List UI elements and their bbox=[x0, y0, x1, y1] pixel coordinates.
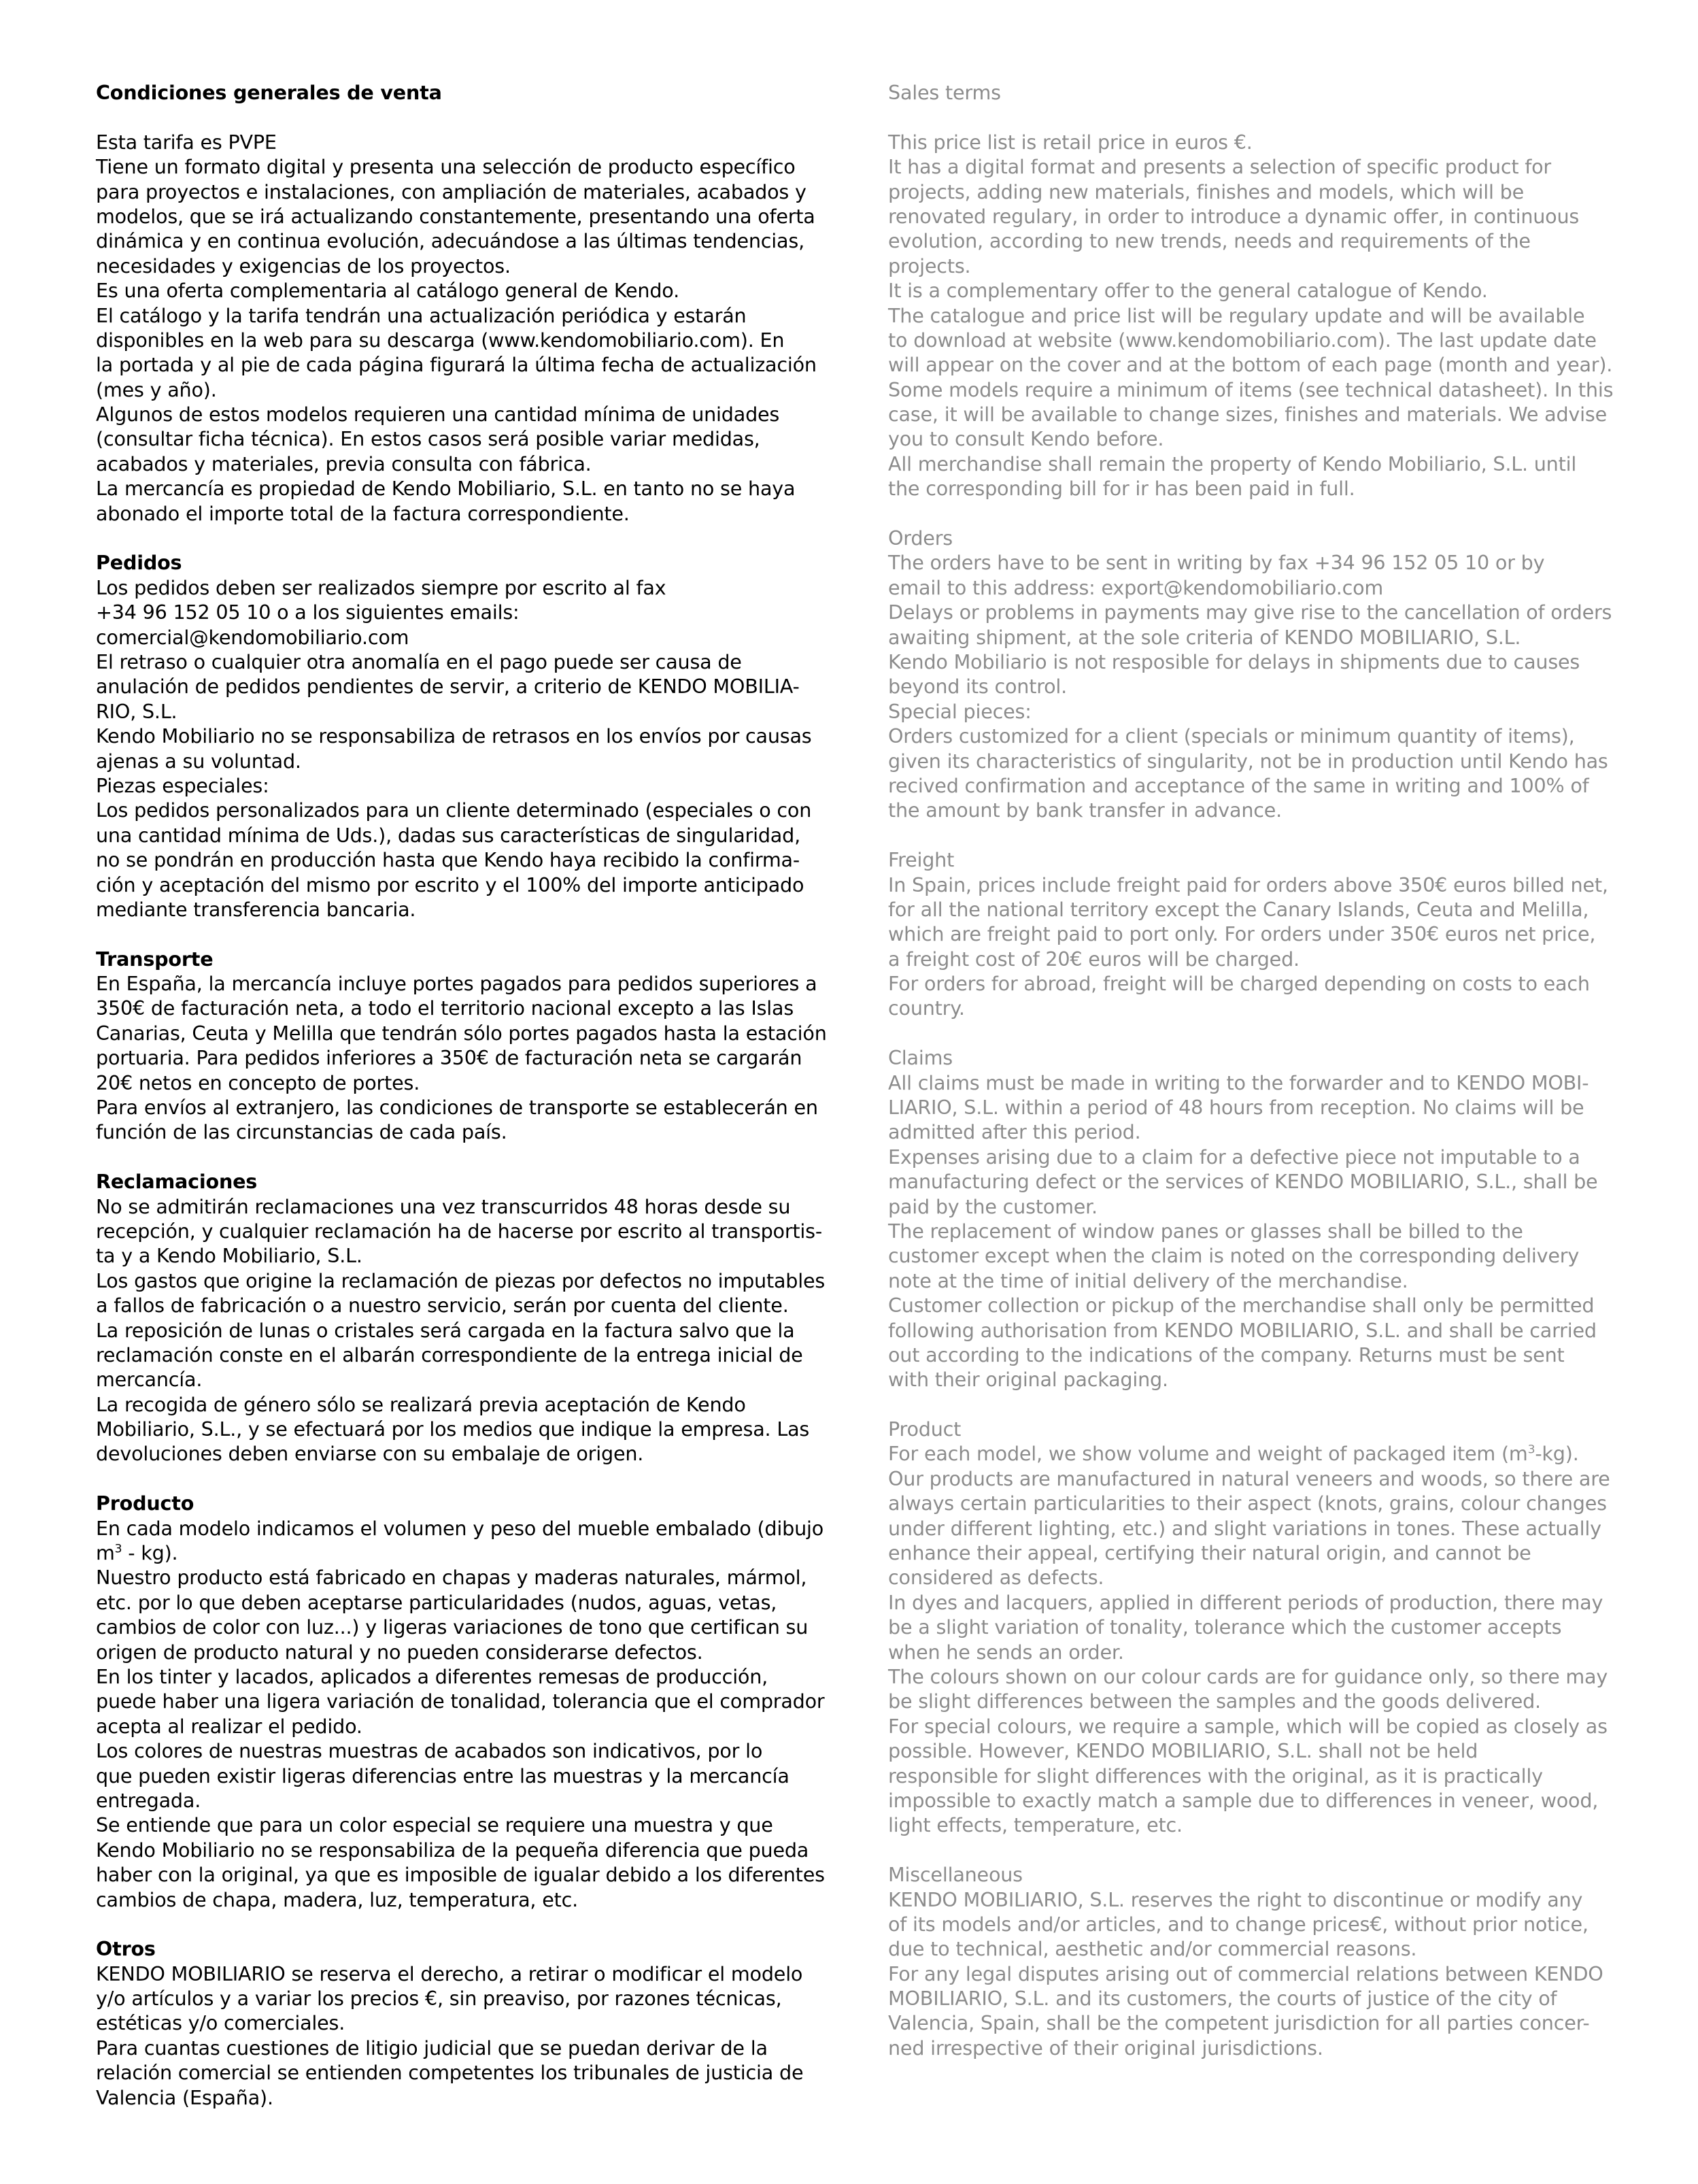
text-line: Para cuantas cuestiones de litigio judicial que se puedan derivar de la bbox=[96, 2036, 768, 2060]
spacer bbox=[96, 526, 830, 550]
text-line: light effects, temperature, etc. bbox=[888, 1813, 1183, 1837]
text-line: Los colores de nuestras muestras de acabados son indicativos, por lo bbox=[96, 1739, 763, 1763]
text-line: In Spain, prices include freight paid for orders above 350€ euros billed net, bbox=[888, 873, 1608, 896]
spanish-title: Condiciones generales de venta bbox=[96, 81, 442, 104]
text-line: It is a complementary offer to the general catalogue of Kendo. bbox=[888, 279, 1488, 303]
english-freight-text bbox=[888, 873, 1623, 1021]
text-line: ned irrespective of their original jurisdictions. bbox=[888, 2036, 1323, 2060]
text-line: which are freight paid to port only. For orders under 350€ euros net price, bbox=[888, 922, 1596, 946]
text-line: Valencia (España). bbox=[96, 2085, 273, 2109]
text-fragment: -kg). bbox=[1535, 1442, 1579, 1466]
text-line: beyond its control. bbox=[888, 675, 1068, 699]
text-line: etc. por lo que deben aceptarse particularidades (nudos, aguas, vetas, bbox=[96, 1590, 777, 1614]
text-line: following authorisation from KENDO MOBILIARIO, S.L. and shall be carried bbox=[888, 1318, 1597, 1342]
text-line: 20€ netos en concepto de portes. bbox=[96, 1071, 420, 1094]
spanish-intro bbox=[96, 130, 830, 526]
text-line: comercial@kendomobiliario.com bbox=[96, 625, 409, 649]
english-product-text bbox=[888, 1466, 1623, 1838]
text-line: Expenses arising due to a claim for a defective piece not imputable to a bbox=[888, 1145, 1580, 1169]
english-claims-section bbox=[888, 1045, 1623, 1392]
spanish-claims-text bbox=[96, 1194, 830, 1466]
text-line: It has a digital format and presents a selection of specific product for bbox=[888, 155, 1551, 179]
text-line: modelos, que se irá actualizando constantemente, presentando una oferta bbox=[96, 204, 815, 228]
text-line: impossible to exactly match a sample due to differences in veneer, wood, bbox=[888, 1788, 1599, 1812]
text-line: abonado el importe total de la factura correspondiente. bbox=[96, 501, 630, 525]
text-line: Kendo Mobiliario no se responsabiliza de retrasos en los envíos por causas bbox=[96, 724, 812, 748]
text-line: possible. However, KENDO MOBILIARIO, S.L. shall not be held bbox=[888, 1739, 1478, 1763]
text-line: The orders have to be sent in writing by fax +34 96 152 05 10 or by bbox=[888, 551, 1545, 575]
english-orders-section bbox=[888, 526, 1623, 823]
text-line: La recogida de género sólo se realizará previa aceptación de Kendo bbox=[96, 1392, 746, 1416]
text-line: recepción, y cualquier reclamación ha de hacerse por escrito al transportis- bbox=[96, 1219, 822, 1243]
text-line: The colours shown on our colour cards are for guidance only, so there may bbox=[888, 1665, 1608, 1688]
text-line: given its characteristics of singularity, not be in production until Kendo has bbox=[888, 749, 1608, 773]
text-line: portuaria. Para pedidos inferiores a 350€ de facturación neta se cargarán bbox=[96, 1046, 802, 1070]
text-line: RIO, S.L. bbox=[96, 699, 177, 723]
english-freight-heading: Freight bbox=[888, 848, 955, 872]
spacer bbox=[888, 501, 1623, 526]
text-line: entregada. bbox=[96, 1788, 201, 1812]
text-line: Piezas especiales: bbox=[96, 773, 269, 797]
text-line: country. bbox=[888, 996, 965, 1020]
spanish-others-heading: Otros bbox=[96, 1937, 156, 1961]
text-line: Los pedidos personalizados para un cliente determinado (especiales o con bbox=[96, 799, 812, 822]
text-line: This price list is retail price in euros €. bbox=[888, 130, 1253, 154]
spacer bbox=[96, 1145, 830, 1169]
spanish-claims-section bbox=[96, 1169, 830, 1466]
spanish-orders-text bbox=[96, 575, 830, 922]
english-misc-section bbox=[888, 1862, 1623, 2060]
text-line: the corresponding bill for ir has been paid in full. bbox=[888, 477, 1355, 501]
text-line: All claims must be made in writing to the forwarder and to KENDO MOBI- bbox=[888, 1071, 1589, 1094]
text-line: El retraso o cualquier otra anomalía en el pago puede ser causa de bbox=[96, 650, 742, 673]
text-line: acepta al realizar el pedido. bbox=[96, 1714, 362, 1738]
spacer bbox=[96, 1912, 830, 1936]
text-line: Valencia, Spain, shall be the competent jurisdiction for all parties concer- bbox=[888, 2011, 1590, 2035]
text-line: disponibles en la web para su descarga (www.kendomobiliario.com). En bbox=[96, 328, 785, 352]
text-line: En España, la mercancía incluye portes pagados para pedidos superiores a bbox=[96, 972, 817, 996]
text-line: will appear on the cover and at the bottom of each page (month and year). bbox=[888, 353, 1613, 377]
text-line: enhance their appeal, certifying their natural origin, and cannot be bbox=[888, 1541, 1531, 1565]
text-line: ajenas a su voluntad. bbox=[96, 749, 301, 773]
english-orders-text bbox=[888, 550, 1623, 822]
text-line: para proyectos e instalaciones, con ampliación de materiales, acabados y bbox=[96, 180, 806, 203]
text-line: una cantidad mínima de Uds.), dadas sus características de singularidad, bbox=[96, 823, 800, 847]
text-line: anulación de pedidos pendientes de servir, a criterio de KENDO MOBILIA- bbox=[96, 675, 800, 699]
spacer bbox=[888, 105, 1623, 129]
text-line: renovated regulary, in order to introduce a dynamic offer, in continuous bbox=[888, 204, 1580, 228]
spanish-orders-section bbox=[96, 550, 830, 922]
spanish-others-text bbox=[96, 1962, 830, 2110]
text-line: Esta tarifa es PVPE bbox=[96, 130, 277, 154]
text-line: Algunos de estos modelos requieren una cantidad mínima de unidades bbox=[96, 403, 780, 426]
english-claims-heading: Claims bbox=[888, 1046, 953, 1070]
text-line: paid by the customer. bbox=[888, 1194, 1098, 1218]
spacer bbox=[96, 922, 830, 946]
text-line: For special colours, we require a sample, which will be copied as closely as bbox=[888, 1714, 1608, 1738]
text-line: Es una oferta complementaria al catálogo general de Kendo. bbox=[96, 279, 679, 303]
spanish-product-section bbox=[96, 1491, 830, 1912]
text-line: when he sends an order. bbox=[888, 1640, 1124, 1664]
text-line: For any legal disputes arising out of commercial relations between KENDO bbox=[888, 1962, 1603, 1985]
text-line: que pueden existir ligeras diferencias entre las muestras y la mercancía bbox=[96, 1764, 789, 1787]
text-line: Los pedidos deben ser realizados siempre por escrito al fax bbox=[96, 575, 666, 599]
text-line: MOBILIARIO, S.L. and its customers, the courts of justice of the city of bbox=[888, 1987, 1557, 2011]
text-line: Orders customized for a client (specials or minimum quantity of items), bbox=[888, 724, 1575, 748]
text-line: you to consult Kendo before. bbox=[888, 427, 1164, 451]
text-line: Delays or problems in payments may give rise to the cancellation of orders bbox=[888, 601, 1612, 624]
english-title: Sales terms bbox=[888, 81, 1001, 104]
text-line: La mercancía es propiedad de Kendo Mobiliario, S.L. en tanto no se haya bbox=[96, 477, 796, 501]
text-line: a freight cost of 20€ euros will be charged. bbox=[888, 947, 1300, 971]
spacer bbox=[888, 1021, 1623, 1045]
text-line: mediante transferencia bancaria. bbox=[96, 897, 416, 921]
text-line: projects. bbox=[888, 254, 971, 278]
text-line: cambios de chapa, madera, luz, temperatura, etc. bbox=[96, 1887, 579, 1911]
text-line: acabados y materiales, previa consulta con fábrica. bbox=[96, 452, 592, 475]
text-line: the amount by bank transfer in advance. bbox=[888, 799, 1283, 822]
spacer bbox=[888, 1838, 1623, 1862]
text-line: to download at website (www.kendomobiliario.com). The last update date bbox=[888, 328, 1597, 352]
english-misc-text bbox=[888, 1887, 1623, 2061]
text-line: función de las circunstancias de cada país. bbox=[96, 1120, 507, 1144]
text-line: of its models and/or articles, and to change prices€, without prior notice, bbox=[888, 1912, 1589, 1936]
text-line: Kendo Mobiliario no se responsabiliza de la pequeña diferencia que pueda bbox=[96, 1838, 809, 1862]
english-column bbox=[888, 80, 1623, 2060]
text-line: haber con la original, ya que es imposible de igualar debido a los diferentes bbox=[96, 1863, 825, 1887]
spacer bbox=[96, 105, 830, 129]
spanish-transport-text bbox=[96, 971, 830, 1145]
spanish-product-heading: Producto bbox=[96, 1492, 194, 1515]
spanish-product-line2 bbox=[96, 1541, 830, 1565]
english-product-section bbox=[888, 1417, 1623, 1838]
text-line: Nuestro producto está fabricado en chapas y maderas naturales, mármol, bbox=[96, 1566, 807, 1590]
text-line: ción y aceptación del mismo por escrito y el 100% del importe anticipado bbox=[96, 873, 804, 896]
text-line: considered as defects. bbox=[888, 1566, 1104, 1590]
text-line: Customer collection or pickup of the merchandise shall only be permitted bbox=[888, 1294, 1595, 1317]
text-fragment: m bbox=[96, 1541, 115, 1565]
text-line: KENDO MOBILIARIO se reserva el derecho, a retirar o modificar el modelo bbox=[96, 1962, 803, 1985]
text-line: (consultar ficha técnica). En estos casos será posible variar medidas, bbox=[96, 427, 760, 451]
text-line: Se entiende que para un color especial se requiere una muestra y que bbox=[96, 1813, 773, 1837]
text-line: Special pieces: bbox=[888, 699, 1032, 723]
text-line: LIARIO, S.L. within a period of 48 hours from reception. No claims will be bbox=[888, 1096, 1584, 1120]
spanish-transport-heading: Transporte bbox=[96, 947, 214, 971]
text-line: cambios de color con luz...) y ligeras variaciones de tono que certifican su bbox=[96, 1615, 809, 1639]
text-line: puede haber una ligera variación de tonalidad, tolerancia que el comprador bbox=[96, 1690, 825, 1713]
text-line: The replacement of window panes or glasses shall be billed to the bbox=[888, 1219, 1523, 1243]
text-line: case, it will be available to change sizes, finishes and materials. We advise bbox=[888, 403, 1607, 426]
text-line: mercancía. bbox=[96, 1368, 203, 1392]
english-product-line1 bbox=[888, 1441, 1623, 1466]
text-line: For orders for abroad, freight will be charged depending on costs to each bbox=[888, 972, 1590, 996]
text-line: a fallos de fabricación o a nuestro servicio, serán por cuenta del cliente. bbox=[96, 1294, 789, 1317]
text-line: customer except when the claim is noted on the corresponding delivery bbox=[888, 1244, 1580, 1268]
text-line: Los gastos que origine la reclamación de piezas por defectos no imputables bbox=[96, 1269, 826, 1292]
text-line: +34 96 152 05 10 o a los siguientes emails: bbox=[96, 601, 520, 624]
english-claims-text bbox=[888, 1071, 1623, 1392]
text-line: y/o artículos y a variar los precios €, sin preaviso, por razones técnicas, bbox=[96, 1987, 782, 2011]
text-line: with their original packaging. bbox=[888, 1368, 1168, 1392]
text-line: for all the national territory except the Canary Islands, Ceuta and Melilla, bbox=[888, 897, 1589, 921]
text-line: Tiene un formato digital y presenta una selección de producto específico bbox=[96, 155, 796, 179]
text-line: En los tinter y lacados, aplicados a diferentes remesas de producción, bbox=[96, 1665, 768, 1688]
text-line: Our products are manufactured in natural veneers and woods, so there are bbox=[888, 1466, 1610, 1490]
text-line: Canarias, Ceuta y Melilla que tendrán sólo portes pagados hasta la estación bbox=[96, 1021, 827, 1045]
text-line: email to this address: export@kendomobiliario.com bbox=[888, 575, 1384, 599]
english-product-heading: Product bbox=[888, 1417, 962, 1441]
text-line: Some models require a minimum of items (see technical datasheet). In this bbox=[888, 377, 1614, 401]
superscript: 3 bbox=[1527, 1443, 1535, 1457]
english-orders-heading: Orders bbox=[888, 526, 953, 550]
spacer bbox=[888, 1392, 1623, 1417]
text-line: awaiting shipment, at the sole criteria of KENDO MOBILIARIO, S.L. bbox=[888, 625, 1521, 649]
english-misc-heading: Miscellaneous bbox=[888, 1863, 1023, 1887]
text-line: no se pondrán en producción hasta que Kendo haya recibido la confirma- bbox=[96, 848, 800, 872]
spanish-product-line1: En cada modelo indicamos el volumen y peso del mueble embalado (dibujo bbox=[96, 1516, 824, 1540]
text-line: admitted after this period. bbox=[888, 1120, 1141, 1144]
text-line: manufacturing defect or the services of KENDO MOBILIARIO, S.L., shall be bbox=[888, 1170, 1598, 1194]
text-line: Para envíos al extranjero, las condiciones de transporte se establecerán en bbox=[96, 1096, 818, 1120]
text-fragment: For each model, we show volume and weight of packaged item (m bbox=[888, 1442, 1528, 1466]
spanish-claims-heading: Reclamaciones bbox=[96, 1170, 258, 1194]
english-freight-section bbox=[888, 847, 1623, 1021]
text-line: la portada y al pie de cada página figurará la última fecha de actualización bbox=[96, 353, 817, 377]
text-line: The catalogue and price list will be regulary update and will be available bbox=[888, 303, 1585, 327]
text-line: always certain particularities to their aspect (knots, grains, colour changes bbox=[888, 1492, 1607, 1515]
text-line: estéticas y/o comerciales. bbox=[96, 2011, 345, 2035]
spanish-product-text bbox=[96, 1565, 830, 1911]
english-intro bbox=[888, 130, 1623, 501]
text-line: origen de producto natural y no pueden considerarse defectos. bbox=[96, 1640, 703, 1664]
text-line: reclamación conste en el albarán correspondiente de la entrega inicial de bbox=[96, 1343, 803, 1366]
spanish-others-section bbox=[96, 1936, 830, 2110]
spacer bbox=[888, 823, 1623, 847]
text-line: ta y a Kendo Mobiliario, S.L. bbox=[96, 1244, 362, 1268]
text-line: 350€ de facturación neta, a todo el territorio nacional excepto a las Islas bbox=[96, 996, 794, 1020]
text-line: under different lighting, etc.) and slight variations in tones. These actually bbox=[888, 1516, 1601, 1540]
spanish-column bbox=[96, 80, 830, 2110]
spacer bbox=[96, 1466, 830, 1491]
text-line: All merchandise shall remain the property of Kendo Mobiliario, S.L. until bbox=[888, 452, 1577, 475]
text-line: out according to the indications of the company. Returns must be sent bbox=[888, 1343, 1565, 1366]
text-line: necesidades y exigencias de los proyectos. bbox=[96, 254, 511, 278]
text-line: due to technical, aesthetic and/or commercial reasons. bbox=[888, 1937, 1417, 1961]
text-line: recived confirmation and acceptance of the same in writing and 100% of bbox=[888, 773, 1589, 797]
text-line: evolution, according to new trends, needs and requirements of the bbox=[888, 229, 1531, 253]
text-line: be a slight variation of tonality, tolerance which the customer accepts bbox=[888, 1615, 1562, 1639]
text-line: El catálogo y la tarifa tendrán una actualización periódica y estarán bbox=[96, 303, 747, 327]
text-line: relación comercial se entienden competentes los tribunales de justicia de bbox=[96, 2061, 804, 2085]
text-line: note at the time of initial delivery of the merchandise. bbox=[888, 1269, 1408, 1292]
text-fragment: - kg). bbox=[122, 1541, 178, 1565]
spanish-orders-heading: Pedidos bbox=[96, 551, 182, 575]
text-line: (mes y año). bbox=[96, 377, 217, 401]
text-line: Mobiliario, S.L., y se efectuará por los medios que indique la empresa. Las bbox=[96, 1417, 810, 1441]
text-line: projects, adding new materials, finishes and models, which will be bbox=[888, 180, 1524, 203]
text-line: Kendo Mobiliario is not resposible for delays in shipments due to causes bbox=[888, 650, 1580, 673]
text-line: In dyes and lacquers, applied in different periods of production, there may bbox=[888, 1590, 1603, 1614]
spanish-transport-section bbox=[96, 947, 830, 1145]
text-line: No se admitirán reclamaciones una vez transcurridos 48 horas desde su bbox=[96, 1194, 791, 1218]
text-line: be slight differences between the samples and the goods delivered. bbox=[888, 1690, 1541, 1713]
text-line: dinámica y en continua evolución, adecuándose a las últimas tendencias, bbox=[96, 229, 804, 253]
text-line: devoluciones deben enviarse con su embalaje de origen. bbox=[96, 1442, 644, 1466]
text-line: La reposición de lunas o cristales será cargada en la factura salvo que la bbox=[96, 1318, 795, 1342]
text-line: responsible for slight differences with the original, as it is practically bbox=[888, 1764, 1543, 1787]
text-line: KENDO MOBILIARIO, S.L. reserves the right to discontinue or modify any bbox=[888, 1887, 1583, 1911]
superscript: 3 bbox=[114, 1542, 122, 1556]
